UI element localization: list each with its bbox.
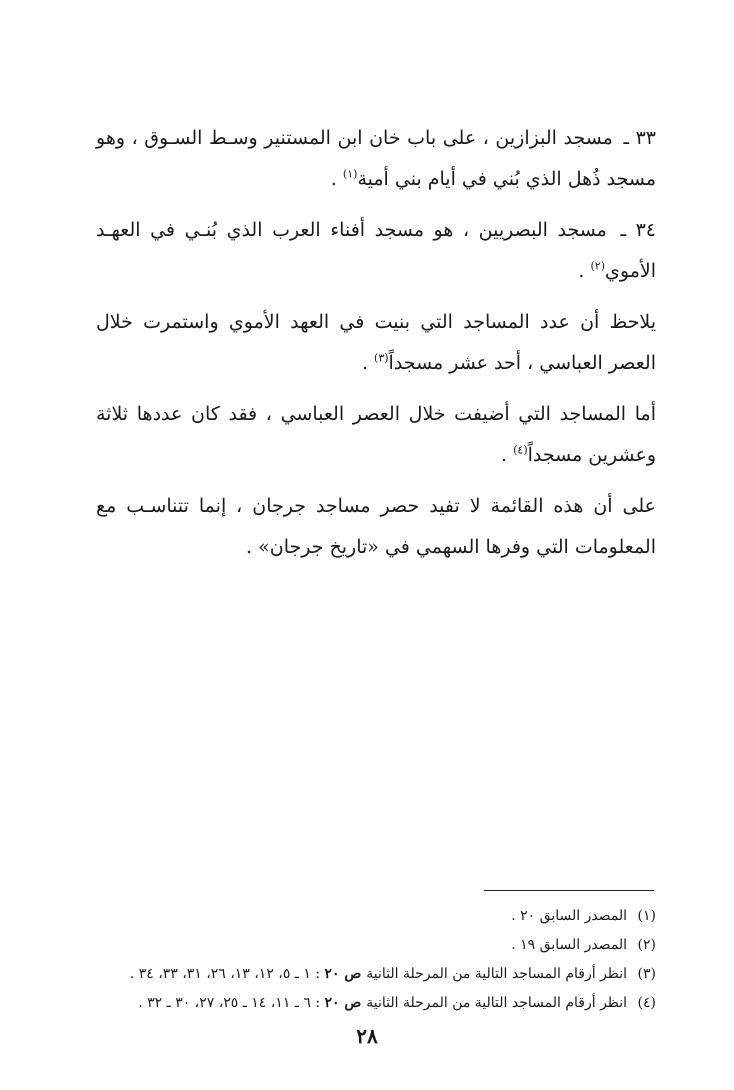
paragraph-umayyad-count	[96, 302, 656, 384]
footnote-list: : ١ ـ ٥، ١٢، ١٣، ٢٦، ٣١، ٣٣، ٣٤ .	[129, 966, 325, 982]
paragraph-text: على أن هذه القائمة لا تفيد حصر مساجد جرجان ، إنما تتناسـب مع المعلومات التي وفرها السهمي في «تاريخ جرجان» .	[96, 495, 656, 558]
page-number: ٢٨	[356, 1024, 378, 1048]
paragraph-text: أما المساجد التي أضيفت خلال العصر العباسي ، فقد كان عددها ثلاثة وعشرين مسجداً	[96, 403, 656, 466]
footnote-text: المصدر السابق ١٩ .	[511, 937, 628, 953]
footnote-number: (٢)	[637, 937, 656, 953]
footnote-page-ref: ص ٢٠	[324, 966, 367, 982]
main-text	[96, 118, 656, 578]
paragraph-tail: .	[330, 168, 343, 190]
footnote-ref: (٣)	[374, 351, 389, 365]
footnote-2	[90, 931, 656, 960]
paragraph-34	[96, 210, 656, 292]
footnote-number: (٤)	[637, 995, 656, 1011]
paragraph-text: مسجد البزازين ، على باب خان ابن المستنير وسـط السـوق ، وهو مسجد ذُهل الذي بُني في أيام بني أمية	[96, 127, 656, 190]
footnotes	[90, 902, 656, 1018]
item-number: ٣٣ ـ	[623, 127, 656, 149]
footnote-text: انظر أرقام المساجد التالية من المرحلة الثانية	[366, 995, 628, 1011]
paragraph-33	[96, 118, 656, 200]
paragraph-tail: .	[501, 444, 514, 466]
paragraph-tail: .	[361, 352, 375, 374]
footnote-3	[90, 960, 656, 989]
footnote-1	[90, 902, 656, 931]
footnote-ref: (٢)	[590, 259, 606, 273]
footnote-ref: (٤)	[513, 443, 528, 457]
item-number: ٣٤ ـ	[620, 219, 656, 241]
footnote-number: (١)	[637, 908, 656, 924]
footnote-text: انظر أرقام المساجد التالية من المرحلة الثانية	[366, 966, 628, 982]
footnote-page-ref: ص ٢٠	[324, 995, 367, 1011]
footnote-divider	[484, 890, 654, 891]
paragraph-text: يلاحظ أن عدد المساجد التي بنيت في العهد الأموي واستمرت خلال العصر العباسي ، أحد عشر مسجداً	[96, 311, 656, 374]
paragraph-text: مسجد البصريين ، هو مسجد أفناء العرب الذي بُنـي في العهـد الأموي	[96, 219, 656, 282]
footnote-text: المصدر السابق ٢٠ .	[511, 908, 628, 924]
footnote-list: : ٦ ـ ١١، ١٤ ـ ٢٥، ٢٧، ٣٠ ـ ٣٢ .	[138, 995, 325, 1011]
footnote-ref: (١)	[342, 167, 358, 181]
footnote-number: (٣)	[637, 966, 656, 982]
paragraph-conclusion	[96, 486, 656, 568]
paragraph-tail: .	[578, 260, 591, 282]
footnote-4	[90, 989, 656, 1018]
paragraph-abbasid-count	[96, 394, 656, 476]
